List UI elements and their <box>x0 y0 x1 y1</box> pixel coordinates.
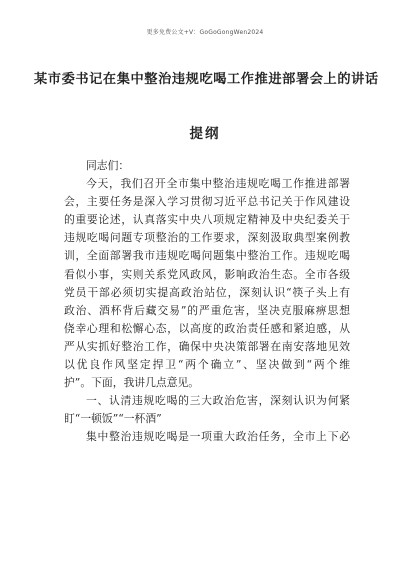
salutation <box>64 157 350 175</box>
paragraph-line: 侥幸心理和松懈心态，以高度的政治责任感和紧迫感，从 <box>64 321 350 335</box>
paragraph-section-1 <box>64 428 350 446</box>
paragraph-line: 训，全面部署我市违规吃喝问题集中整治工作。违规吃喝 <box>64 249 350 263</box>
paragraph-line: 以优良作风坚定捍卫“两个确立”、坚决做到“两个维 <box>64 358 350 372</box>
paragraph-opening <box>64 175 350 392</box>
heading-line: 一、认清违规吃喝的三大政治危害，深刻认识为何紧 <box>86 394 350 408</box>
salutation-line: 同志们： <box>86 159 130 172</box>
paragraph-line: 严从实抓好整治工作，确保中央决策部署在南安落地见效 <box>64 339 350 353</box>
paragraph-line: 违规吃喝问题专项整治的工作要求，深刻汲取典型案例教 <box>64 231 350 245</box>
paragraph-line: 集中整治违规吃喝是一项重大政治任务，全市上下必 <box>86 430 350 444</box>
paragraph-line: 护”。下面，我讲几点意见。 <box>64 376 200 390</box>
paragraph-line: 政治、酒杯背后藏交易”的严重危害，坚决克服麻痹思想 <box>64 303 350 317</box>
paragraph-line: 会，主要任务是深入学习贯彻习近平总书记关于作风建设 <box>64 195 350 209</box>
section-heading-1 <box>64 392 350 428</box>
paragraph-line: 今天，我们召开全市集中整治违规吃喝工作推进部署 <box>86 177 350 191</box>
paragraph-line: 党员干部必须切实提高政治站位，深刻认识“筷子头上有 <box>64 285 350 299</box>
document-subtitle: 提纲 <box>189 126 221 142</box>
heading-line: 盯“一顿饭”“一杯酒” <box>64 412 162 426</box>
watermark-text: 更多免费公文+V：GoGoGongWen2024 <box>146 29 264 36</box>
document-body <box>64 157 350 447</box>
document-title: 某市委书记在集中整治违规吃喝工作推进部署会上的讲话 <box>34 72 379 87</box>
paragraph-line: 看似小事，实则关系党风政风，影响政治生态。全市各级 <box>64 267 350 281</box>
paragraph-line: 的重要论述，认真落实中央八项规定精神及中央纪委关于 <box>64 213 350 227</box>
